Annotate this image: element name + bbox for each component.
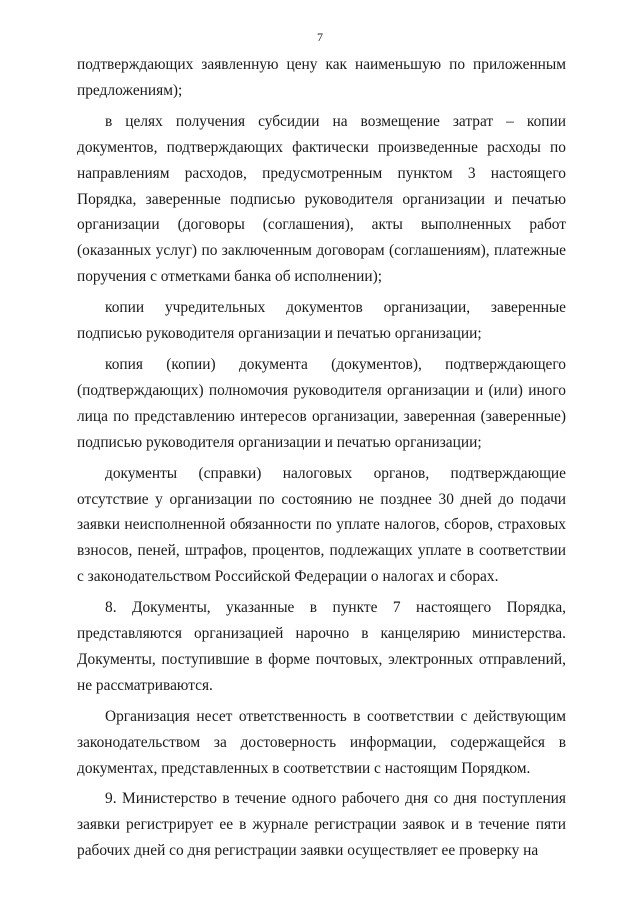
paragraph-responsibility: Организация несет ответственность в соответствии с действующим законодательством за достоверность информации, содержащейся в документах, представленных в соответствии с настоящим Порядком. xyxy=(77,707,566,777)
paragraph-continuation: подтверждающих заявленную цену как наименьшую по приложенным предложениям); xyxy=(77,56,566,99)
paragraph-cost-reimbursement-documents: в целях получения субсидии на возмещение затрат – копии документов, подтверждающих фактически произведенные расходы по направлениям расходов, предусмотренным пунктом 3 настоящего Порядка, заверенные подписью руководителя организации и печатью организации (договоры (соглашения), акты выполненных работ (оказанных услуг) по заключенным договорам (соглашениям), платежные поручения с отметками банка об исполнении); xyxy=(77,112,566,286)
paragraph-item-9: 9. Министерство в течение одного рабочего дня со дня поступления заявки регистрирует ее в журнале регистрации заявок и в течение пяти рабочих дней со дня регистрации заявки осуществляет ее проверку на xyxy=(77,790,566,860)
paragraph-item-8: 8. Документы, указанные в пункте 7 настоящего Порядка, представляются организацией нарочно в канцелярию министерства. Документы, поступившие в форме почтовых, электронных отправлений, не рассматриваются. xyxy=(77,599,566,694)
page-number: 7 xyxy=(317,30,323,44)
document-body xyxy=(77,52,566,864)
paragraph-founding-documents: копии учредительных документов организации, заверенные подписью руководителя организации и печатью организации; xyxy=(77,299,566,343)
paragraph-tax-certificates: документы (справки) налоговых органов, подтверждающие отсутствие у организации по состоянию не позднее 30 дней до подачи заявки неисполненной обязанности по уплате налогов, сборов, страховых взносов, пеней, штрафов, процентов, подлежащих уплате в соответствии с законодательством Российской Федерации о налогах и сборах. xyxy=(77,464,566,586)
paragraph-authority-documents: копия (копии) документа (документов), подтверждающего (подтверждающих) полномочия руководителя организации и (или) иного лица по представлению интересов организации, заверенная (заверенные) подписью руководителя организации и печатью организации; xyxy=(77,355,566,451)
